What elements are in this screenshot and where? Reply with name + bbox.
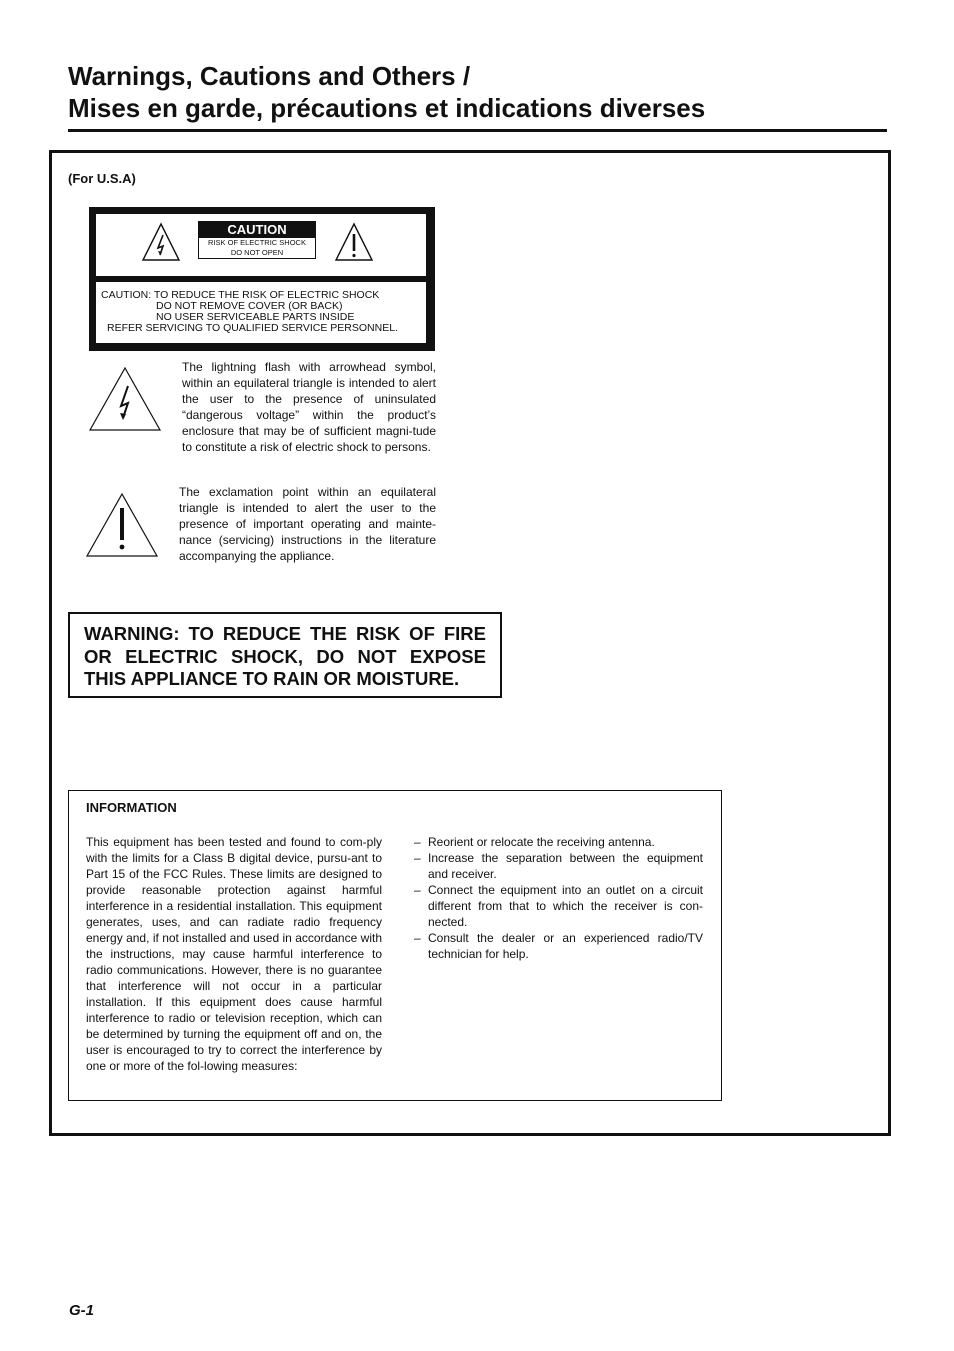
caution-text-line-3: NO USER SERVICEABLE PARTS INSIDE [156, 311, 355, 323]
caution-heading: CAUTION [199, 222, 315, 238]
list-item [414, 930, 703, 962]
list-item [414, 882, 703, 930]
measure-text: Consult the dealer or an experienced radio/TV technician for help. [428, 931, 703, 961]
list-item [414, 850, 703, 882]
lightning-triangle-icon [141, 222, 181, 267]
caution-header [96, 214, 426, 276]
measures-list [414, 834, 703, 962]
title-line-1: Warnings, Cautions and Others / [68, 61, 471, 91]
exclamation-triangle-icon [85, 492, 159, 563]
caution-text-line-1: CAUTION: TO REDUCE THE RISK OF ELECTRIC SHOCK [101, 289, 380, 301]
information-heading: INFORMATION [86, 800, 177, 815]
dash-marker: – [414, 931, 421, 945]
lightning-symbol-description: The lightning flash with arrowhead symbol, within an equilateral triangle is intended to alert the user to the presence of uninsulated “dangerous voltage” within the product’s enclosure that may be of sufficient magni-tude to constitute a risk of electric shock to persons. [182, 360, 436, 454]
dash-marker: – [414, 851, 421, 865]
exclamation-triangle-icon [334, 222, 374, 267]
measure-text: Reorient or relocate the receiving antenna. [428, 835, 655, 849]
exclamation-symbol-description: The exclamation point within an equilateral triangle is intended to alert the user to the presence of important operating and mainte-nance (servicing) instructions in the literature accompanying the appliance. [179, 485, 436, 563]
title-rule [68, 129, 887, 132]
title-line-2: Mises en garde, précautions et indications diverses [68, 93, 706, 123]
measure-text: Connect the equipment into an outlet on a circuit different from that to which the receiver is con-nected. [428, 883, 703, 929]
list-item [414, 834, 703, 850]
caution-sub-line-1: RISK OF ELECTRIC SHOCK [208, 238, 306, 247]
warning-box: WARNING: TO REDUCE THE RISK OF FIRE OR ELECTRIC SHOCK, DO NOT EXPOSE THIS APPLIANCE TO RAIN OR MOISTURE. [68, 612, 502, 698]
caution-label-panel [89, 207, 435, 351]
information-box [68, 790, 722, 1101]
measure-text: Increase the separation between the equipment and receiver. [428, 851, 703, 881]
dash-marker: – [414, 883, 421, 897]
caution-text-line-4: REFER SERVICING TO QUALIFIED SERVICE PERSONNEL. [107, 322, 398, 334]
information-body: This equipment has been tested and found to com-ply with the limits for a Class B digital device, pursu-ant to Part 15 of the FCC Rules. These limits are designed to provide reasonable protection against harmful interference in a residential installation. This equipment generates, uses, and can radiate radio frequency energy and, if not installed and used in accordance with the instructions, may cause harmful interference to radio communications. However, there is no guarantee that interference will not occur in a particular installation. If this equipment does cause harmful interference to radio or television reception, which can be determined by turning the equipment off and on, the user is encouraged to try to correct the interference by one or more of the fol-lowing measures: [86, 835, 382, 1073]
page-number: G-1 [69, 1302, 95, 1319]
region-label: (For U.S.A) [68, 171, 136, 186]
caution-text-line-2: DO NOT REMOVE COVER (OR BACK) [156, 300, 343, 312]
lightning-triangle-icon [88, 366, 162, 437]
caution-sub-line-2: DO NOT OPEN [230, 247, 284, 257]
caution-text-block [96, 282, 426, 343]
page-title [68, 60, 888, 124]
dash-marker: – [414, 835, 421, 849]
caution-badge [198, 221, 316, 259]
